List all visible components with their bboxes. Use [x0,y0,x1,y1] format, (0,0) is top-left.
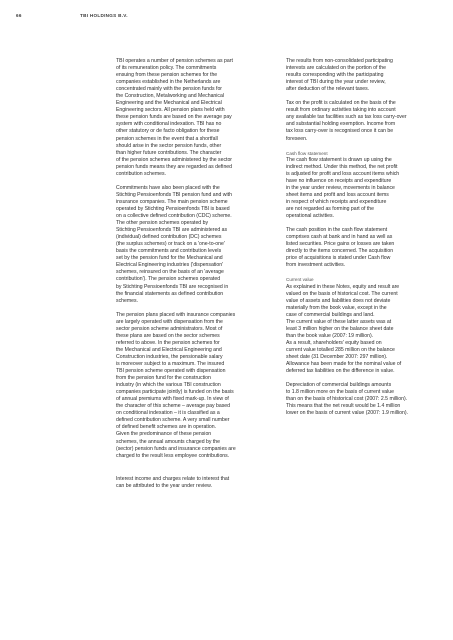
cash-flow-heading: Cash flow statement [286,150,328,156]
current-value-heading: Current value [286,277,314,283]
depreciation-paragraph: Depreciation of commercial buildings amounts to 1.8 million more on the basis of current value than on the basis of historical cost (2007: 2.5 million). This means that the net result would be 1.4 million lower on the basis of current value (2007: 1.9 million). [286,382,409,417]
left-column [116,58,264,497]
right-column [286,58,434,424]
pension-schemes-paragraph: TBI operates a number of pension schemes as part of its remuneration policy. The commitments ensuing from these pension schemes for the companies established in the Netherlands are concentrated mainly with the pension funds for the Construction, Metalworking and Mechanical Engineering and the Mechanical and Electrical Engineering sectors. All pension plans held with these pension funds are based on the average pay system with conditional indexation. TBI has no other statutory or de facto obligation for these pension schemes in the event that a shortfall should arise in the sector pension funds, other than higher future contributions. The character of the pension schemes administered by the sector pension funds means they are regarded as defined contribution schemes. [116,58,233,177]
participating-interests-paragraph: The results from non-consolidated participating interests are calculated on the portion of the results corresponding with the participating interest of TBI during the year under review, after deduction of the relevant taxes. [286,58,393,93]
cash-flow-method-paragraph: The cash flow statement is drawn up using the indirect method. Under this method, the net profit is adjusted for profit and loss account items which have no influence on receipts and expenditure in the year under review, movements in balance sheet items and profit and loss account items in respect of which receipts and expenditure are not regarded as forming part of the operational activities. [286,156,400,220]
cash-position-paragraph: The cash position in the cash flow statement comprises cash at bank and in hand as well as listed securities. Price gains or losses are taken directly to the items concerned. The acquisition price of acquisitions is stated under Cash flow from investment activities. [286,227,395,269]
page-header [16,13,437,21]
pension-fund-commitments-paragraph: Commitments have also been placed with the Stichting Pensioenfonds TBI pension fund and with insurance companies. The main pension scheme operated by Stichting Pensioenfonds TBI is based on a collective defined contribution (CDC) scheme. The other pension schemes operated by Stichting Pensioenfonds TBI are administered as (individual) defined contribution (DC) schemes (the surplus schemes) or track on a 'one-to-one' basis the commitments and contribution levels set by the pension fund for the Mechanical and Electrical Engineering industries ('dispensation' schemes, reinsured on the basis of an 'average contribution'). The pension schemes operated by Stichting Pensioenfonds TBI are recognised in the financial statements as defined contribution schemes. [116,184,232,304]
current-value-paragraph: As explained in these Notes, equity and result are valued on the basis of historical cost. The current value of assets and liabilities does not deviate materially from the book value, except in the case of commercial buildings and land. The current value of these latter assets was at least 3 million higher on the balance sheet date than the book value (2007: 19 million). As a result, shareholders' equity based on current value totalled 285 million on the balance sheet date (31 December 2007: 297 million). Allowance has been made for the nominal value of deferred tax liabilities on the difference in value. [286,283,402,375]
running-title: TBI HOLDINGS B.V. [80,13,128,18]
insurance-pension-plans-paragraph: The pension plans placed with insurance companies are largely operated with dispensation from the sector pension scheme administrators. Most of these plans are based on the sector schemes referred to above. In the pension schemes for the Mechanical and Electrical Engineering and Construction industries, the pensionable salary is moreover subject to a maximum. The insured TBI pension scheme operated with dispensation from the pension fund for the construction industry (in which the various TBI construction companies participate jointly) is funded on the basis of annual premiums with fixed mark-up. In view of the character of this scheme – average pay based on conditional indexation – it is classified as a defined contribution scheme. A very small number of defined benefit schemes are in operation. Given the predominance of these pension schemes, the annual amounts charged by the (sector) pension funds and insurance companies are charged to the result less employee contributions. [116,311,236,459]
page-number: 66 [16,13,22,18]
tax-paragraph: Tax on the profit is calculated on the basis of the result from ordinary activities taking into account any available tax facilities such as tax loss carry-over and substantial holding exemption. Income from tax loss carry-over is recognised once it can be foreseen. [286,100,407,142]
interest-paragraph: Interest income and charges relate to interest that can be attributed to the year under review. [116,475,230,489]
